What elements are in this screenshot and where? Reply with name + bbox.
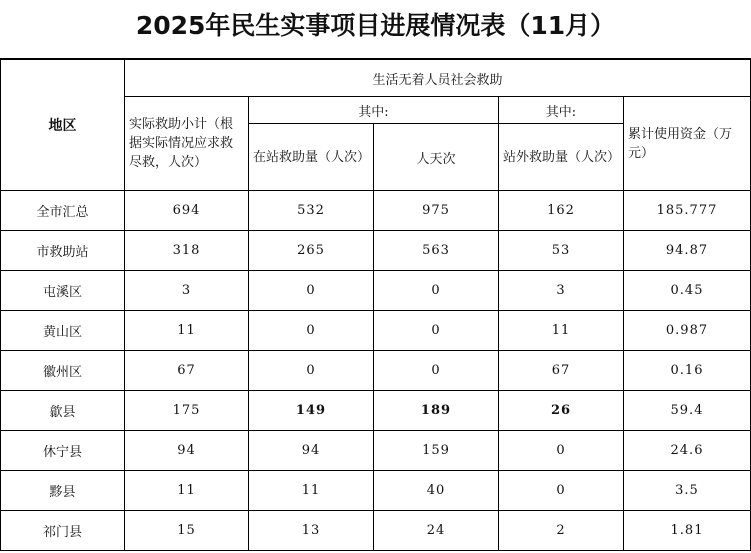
person-days-cell: 189 xyxy=(374,391,499,431)
table-row xyxy=(1,511,751,551)
subtotal-cell: 318 xyxy=(125,231,249,271)
offsite-cell: 11 xyxy=(499,311,624,351)
funds-cell: 94.87 xyxy=(624,231,751,271)
table-row xyxy=(1,431,751,471)
area-cell: 休宁县 xyxy=(1,431,125,471)
subtotal-cell: 67 xyxy=(125,351,249,391)
offsite-cell: 3 xyxy=(499,271,624,311)
table-row xyxy=(1,311,751,351)
person-days-cell: 0 xyxy=(374,351,499,391)
person-days-cell: 975 xyxy=(374,191,499,231)
progress-table xyxy=(0,59,751,551)
onsite-cell: 0 xyxy=(249,311,374,351)
subtotal-cell: 3 xyxy=(125,271,249,311)
funds-cell: 0.987 xyxy=(624,311,751,351)
table-row xyxy=(1,391,751,431)
area-cell: 歙县 xyxy=(1,391,125,431)
area-cell: 黟县 xyxy=(1,471,125,511)
table-row xyxy=(1,471,751,511)
area-cell: 黄山区 xyxy=(1,311,125,351)
table-row xyxy=(1,191,751,231)
funds-cell: 24.6 xyxy=(624,431,751,471)
funds-cell: 1.81 xyxy=(624,511,751,551)
table-row xyxy=(1,271,751,311)
offsite-cell: 0 xyxy=(499,471,624,511)
funds-cell: 59.4 xyxy=(624,391,751,431)
offsite-cell: 162 xyxy=(499,191,624,231)
onsite-cell: 13 xyxy=(249,511,374,551)
area-cell: 全市汇总 xyxy=(1,191,125,231)
area-cell: 祁门县 xyxy=(1,511,125,551)
onsite-cell: 0 xyxy=(249,271,374,311)
onsite-cell: 11 xyxy=(249,471,374,511)
offsite-cell: 0 xyxy=(499,431,624,471)
offsite-cell: 26 xyxy=(499,391,624,431)
funds-cell: 0.16 xyxy=(624,351,751,391)
offsite-cell: 53 xyxy=(499,231,624,271)
onsite-cell: 94 xyxy=(249,431,374,471)
subtotal-column-header: 实际救助小计（根据实际情况应求救尽救，人次） xyxy=(125,97,249,191)
funds-cell: 0.45 xyxy=(624,271,751,311)
onsite-cell: 532 xyxy=(249,191,374,231)
funds-column-header: 累计使用资金（万元） xyxy=(624,97,751,191)
table-row xyxy=(1,231,751,271)
offsite-cell: 2 xyxy=(499,511,624,551)
onsite-cell: 149 xyxy=(249,391,374,431)
funds-cell: 3.5 xyxy=(624,471,751,511)
area-cell: 徽州区 xyxy=(1,351,125,391)
offsite-cell: 67 xyxy=(499,351,624,391)
area-cell: 屯溪区 xyxy=(1,271,125,311)
onsite-cell: 0 xyxy=(249,351,374,391)
onsite-cell: 265 xyxy=(249,231,374,271)
funds-cell: 185.777 xyxy=(624,191,751,231)
area-column-header: 地区 xyxy=(1,60,125,191)
of-which-header-1: 其中: xyxy=(249,97,499,124)
of-which-header-2: 其中: xyxy=(499,97,624,124)
offsite-column-header: 站外救助量（人次） xyxy=(499,124,624,191)
page-title: 2025年民生实事项目进展情况表（11月） xyxy=(0,0,751,59)
onsite-column-header: 在站救助量（人次） xyxy=(249,124,374,191)
person-days-cell: 40 xyxy=(374,471,499,511)
person-days-cell: 0 xyxy=(374,311,499,351)
subtotal-cell: 694 xyxy=(125,191,249,231)
subtotal-cell: 94 xyxy=(125,431,249,471)
subtotal-cell: 11 xyxy=(125,311,249,351)
area-cell: 市救助站 xyxy=(1,231,125,271)
subtotal-cell: 15 xyxy=(125,511,249,551)
person-days-cell: 159 xyxy=(374,431,499,471)
subtotal-cell: 11 xyxy=(125,471,249,511)
table-row xyxy=(1,351,751,391)
header-row-1 xyxy=(1,60,751,97)
rescue-group-header: 生活无着人员社会救助 xyxy=(125,60,751,97)
subtotal-cell: 175 xyxy=(125,391,249,431)
person-days-cell: 24 xyxy=(374,511,499,551)
person-days-cell: 0 xyxy=(374,271,499,311)
person-days-cell: 563 xyxy=(374,231,499,271)
person-days-column-header: 人天次 xyxy=(374,124,499,191)
